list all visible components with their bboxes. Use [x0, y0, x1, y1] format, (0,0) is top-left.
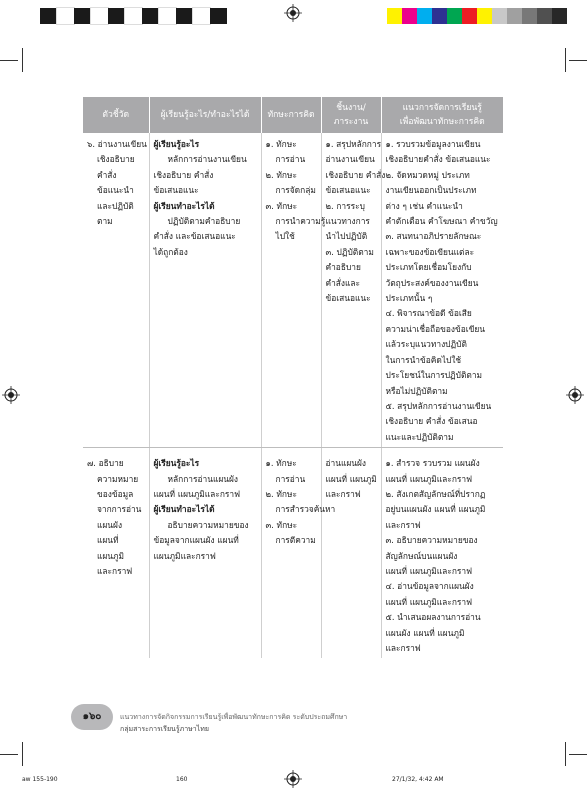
cell-line: ๓. ทักษะ	[265, 519, 298, 530]
registration-swatch	[125, 8, 142, 24]
cell-line: เฉพาะของข้อเขียนแต่ละ	[385, 246, 475, 257]
registration-target-icon	[566, 386, 584, 404]
cell-line: ๗. อธิบาย	[87, 458, 124, 469]
header-work-line2: ภาระงาน	[333, 117, 369, 127]
cell-line: แนะและปฏิบัติตาม	[385, 431, 454, 442]
row1-skill-cell	[261, 133, 326, 448]
registration-swatch	[57, 8, 74, 24]
cell-line: แผนภูมิ	[97, 550, 125, 561]
cell-line: และปฏิบัติ	[97, 200, 134, 211]
registration-target-icon	[284, 770, 302, 788]
header-indicator: ตัวชี้วัด	[83, 97, 149, 133]
cell-line: ๓. อธิบายความหมายของ	[385, 535, 478, 546]
cell-heading: ผู้เรียนรู้อะไร	[153, 139, 200, 149]
cell-line: ๑. สำรวจ รวบรวม แผนผัง	[385, 458, 480, 469]
cell-heading: ผู้เรียนทำอะไรได้	[153, 504, 215, 515]
crop-mark-bottom-left-h	[0, 754, 18, 755]
row1-guide-cell	[381, 133, 503, 448]
thinking-skills-table	[83, 97, 503, 658]
cell-line: การจัดกลุ่ม	[275, 185, 316, 196]
registration-swatch	[108, 8, 125, 24]
cell-line: หลักการอ่านงานเขียน	[167, 154, 247, 165]
crop-mark-top-right-h	[569, 60, 587, 61]
cell-line: อ่านงานเขียน	[325, 154, 375, 165]
registration-swatch	[91, 8, 108, 24]
cell-line: ข้อเสนอแนะ	[325, 185, 371, 196]
cell-line: คำสั่งและ	[325, 277, 361, 288]
color-bar-swatch	[387, 8, 402, 24]
cell-line: ๒. การระบุ	[325, 200, 365, 211]
cell-line: ๓. ปฏิบัติตาม	[325, 246, 374, 257]
cell-line: ของข้อมูล	[97, 488, 134, 499]
crop-mark-bottom-right	[565, 742, 566, 766]
header-work-line1: ชิ้นงาน/	[336, 103, 366, 113]
slug-date: 27/1/32, 4:42 AM	[392, 776, 444, 783]
cell-heading: ผู้เรียนรู้อะไร	[153, 458, 200, 469]
cell-line: คำตักเตือน คำโฆษณา คำขวัญ	[385, 216, 498, 227]
registration-target-icon	[2, 386, 20, 404]
cell-line: หลักการอ่านแผนผัง	[167, 473, 238, 484]
cell-line: ๒. สังเกตสัญลักษณ์ที่ปรากฏ	[385, 488, 486, 499]
row1-work-cell	[321, 133, 386, 448]
cell-line: แผนที่ แผนภูมิและกราฟ	[153, 488, 241, 499]
cell-line: และกราฟ	[385, 643, 421, 653]
cell-line: ได้ถูกต้อง	[153, 246, 188, 257]
cell-line: เชิงอธิบาย คำสั่ง	[325, 169, 386, 180]
cell-line: ๒. ทักษะ	[265, 169, 297, 180]
cell-line: แผนภูมิและกราฟ	[153, 550, 216, 561]
row2-guide-cell	[381, 448, 503, 659]
cell-line: วัตถุประสงค์ของงานเขียน	[385, 277, 479, 288]
registration-swatch	[159, 8, 176, 24]
cell-line: ความหมาย	[97, 473, 139, 484]
cell-line: และกราฟ	[385, 519, 421, 530]
color-bar-swatch	[522, 8, 537, 24]
color-bar-swatch	[402, 8, 417, 24]
cell-line: และกราฟ	[325, 488, 361, 499]
cell-line: ๑. รวบรวมข้อมูลงานเขียน	[385, 139, 481, 149]
row1-indicator-cell	[83, 133, 149, 448]
header-guide	[381, 97, 503, 133]
cell-line: ความน่าเชื่อถือของข้อเขียน	[385, 323, 485, 334]
table-row	[83, 133, 503, 448]
registration-swatch	[40, 8, 57, 24]
crop-mark-bottom-right-h	[569, 754, 587, 755]
cell-line: ๑. ทักษะ	[265, 458, 297, 469]
cell-line: นำไปปฏิบัติ	[325, 231, 368, 242]
cell-line: การอ่าน	[275, 154, 306, 165]
header-guide-line2: เพื่อพัฒนาทักษะการคิด	[399, 117, 485, 127]
color-bar-swatch	[417, 8, 432, 24]
cell-line: ๑. ทักษะ	[265, 139, 297, 149]
color-bar-swatch	[447, 8, 462, 24]
registration-swatch	[142, 8, 159, 24]
cell-line: ๓. สนทนาอภิปรายลักษณะ	[385, 231, 482, 242]
cell-line: คำอธิบาย	[325, 262, 361, 273]
cell-line: ข้อแนะนำ	[97, 185, 134, 196]
color-bar-swatch	[507, 8, 522, 24]
cell-line: ๔. อ่านข้อมูลจากแผนผัง	[385, 581, 474, 592]
table-row	[83, 448, 503, 659]
cell-line: ๖. อ่านงานเขียน	[87, 139, 147, 149]
cell-line: ข้อมูลจากแผนผัง แผนที่	[153, 535, 239, 546]
row1-learner-cell	[149, 133, 261, 448]
footer-book-title: แนวทางการจัดกิจกรรมการเรียนรู้เพื่อพัฒนาทักษะการคิด ระดับประถมศึกษา	[120, 713, 348, 721]
slug-file-name: aw 155-190	[22, 776, 58, 783]
row2-skill-cell	[261, 448, 336, 659]
registration-swatch	[193, 8, 210, 24]
cell-line: การสำรวจค้นหา	[275, 504, 336, 515]
cell-line: แผนผัง แผนที่ แผนภูมิ	[385, 627, 465, 638]
registration-swatch	[210, 8, 227, 24]
cell-line: ต่าง ๆ เช่น คำแนะนำ	[385, 200, 463, 211]
cell-line: สัญลักษณ์บนแผนผัง	[385, 550, 458, 561]
cell-line: ๒. ทักษะ	[265, 488, 297, 499]
header-skill: ทักษะการคิด	[261, 97, 321, 133]
slug-page: 160	[176, 776, 188, 783]
row2-work-cell	[321, 448, 381, 659]
cell-line: อธิบายความหมายของ	[167, 519, 249, 530]
cell-line: แนวทางการ	[325, 216, 370, 227]
crop-mark-top-right	[565, 48, 566, 72]
cell-line: ในการนำข้อคิดไปใช้	[385, 354, 462, 365]
cell-line: อ่านแผนผัง	[325, 458, 366, 469]
registration-swatch	[176, 8, 193, 24]
cell-line: และกราฟ	[97, 565, 133, 576]
cell-line: อยู่บนแผนผัง แผนที่ แผนภูมิ	[385, 504, 486, 515]
cell-line: ๑. สรุปหลักการ	[325, 139, 382, 149]
cell-line: แผนที่ แผนภูมิและกราฟ	[385, 565, 473, 576]
cell-line: ไปใช้	[275, 231, 295, 242]
cell-line: แผนที่ แผนภูมิ	[325, 473, 377, 484]
cell-line: เชิงอธิบาย คำสั่ง	[153, 169, 214, 180]
crop-mark-top-left-h	[0, 60, 18, 61]
cell-line: หรือไม่ปฏิบัติตาม	[385, 385, 448, 396]
cell-line: แผนที่ แผนภูมิและกราฟ	[385, 473, 473, 484]
table-header-row	[83, 97, 503, 133]
cell-line: แล้วระบุแนวทางปฏิบัติ	[385, 339, 467, 350]
cell-line: งานเขียนออกเป็นประเภท	[385, 185, 477, 196]
color-bar-swatch	[432, 8, 447, 24]
color-bar-swatch	[492, 8, 507, 24]
cell-line: ประเภทโดยเชื่อมโยงกับ	[385, 262, 472, 273]
cell-line: ข้อเสนอแนะ	[153, 185, 199, 196]
cell-line: การตีความ	[275, 535, 316, 546]
footer-subject: กลุ่มสาระการเรียนรู้ภาษาไทย	[120, 725, 209, 733]
row2-indicator-cell	[83, 448, 149, 659]
cell-line: ๔. พิจารณาข้อดี ข้อเสีย	[385, 308, 472, 319]
cell-line: การอ่าน	[275, 473, 306, 484]
cell-line: ประเภทนั้น ๆ	[385, 293, 433, 304]
cell-line: ๒. จัดหมวดหมู่ ประเภท	[385, 169, 470, 180]
registration-target-icon	[284, 4, 302, 22]
color-bar-swatch	[552, 8, 567, 24]
cell-line: คำสั่ง	[97, 169, 117, 180]
registration-swatch	[74, 8, 91, 24]
cell-line: แผนผัง	[97, 519, 123, 530]
cell-line: เชิงอธิบาย คำสั่ง ข้อเสนอ	[385, 416, 478, 427]
cell-line: แผนที่ แผนภูมิและกราฟ	[385, 596, 473, 607]
row2-learner-cell	[149, 448, 261, 659]
header-work	[321, 97, 381, 133]
cell-line: ๓. ทักษะ	[265, 200, 298, 211]
page-number: ๑๖๐	[71, 704, 113, 730]
cell-line: เชิงอธิบาย	[97, 154, 135, 165]
header-learner: ผู้เรียนรู้อะไร/ทำอะไรได้	[149, 97, 261, 133]
cell-line: จากการอ่าน	[97, 504, 142, 515]
crop-mark-top-left	[22, 48, 23, 72]
cell-line: ประโยชน์ในการปฏิบัติตาม	[385, 370, 483, 381]
cell-line: ข้อเสนอแนะ	[325, 293, 371, 304]
cell-line: ตาม	[97, 216, 113, 227]
cell-heading: ผู้เรียนทำอะไรได้	[153, 200, 215, 211]
header-guide-line1: แนวการจัดการเรียนรู้	[402, 103, 482, 113]
cell-line: ปฏิบัติตามคำอธิบาย	[167, 216, 241, 227]
crop-mark-bottom-left	[22, 742, 23, 766]
cell-line: ๕. สรุปหลักการอ่านงานเขียน	[385, 400, 492, 411]
color-bar-swatch	[537, 8, 552, 24]
cell-line: คำสั่ง และข้อเสนอแนะ	[153, 231, 236, 242]
cell-line: ๕. นำเสนอผลงานการอ่าน	[385, 612, 481, 623]
cell-line: แผนที่	[97, 535, 119, 546]
color-bar-swatch	[477, 8, 492, 24]
cell-line: เชิงอธิบายคำสั่ง ข้อเสนอแนะ	[385, 154, 491, 165]
color-bar-swatch	[462, 8, 477, 24]
cell-line: การนำความรู้	[275, 216, 326, 227]
